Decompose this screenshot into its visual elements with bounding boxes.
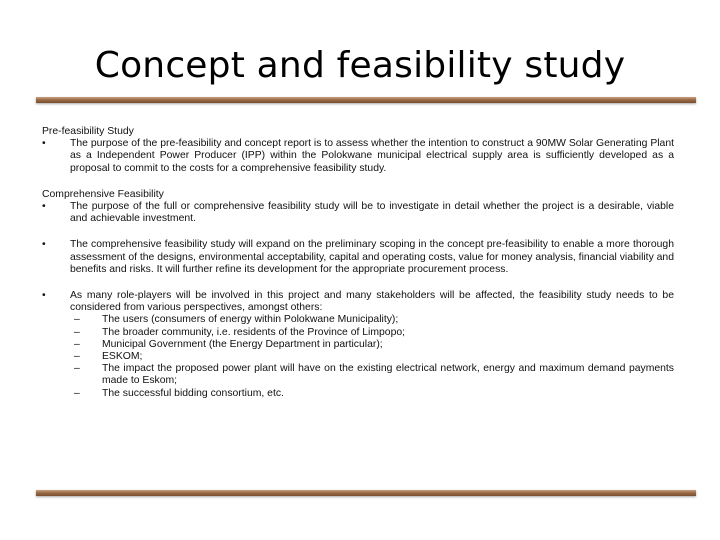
bullet-text: As many role-players will be involved in this project and many stakeholders will be affected, the feasibility study needs to be considered from various perspectives, amongst others: (70, 290, 674, 314)
bullet-icon: • (42, 290, 46, 302)
title-divider (36, 97, 696, 103)
footer-divider (36, 490, 696, 496)
stakeholder-item (42, 327, 674, 339)
bullet-text: The purpose of the pre-feasibility and concept report is to assess whether the intention to construct a 90MW Solar Generating Plant as a Independent Power Producer (IPP) within the Polokwane municipal electrical supply area is sufficiently developed as a proposal to commit to the costs for a comprehensive feasibility study. (70, 138, 674, 174)
stakeholder-text: Municipal Government (the Energy Department in particular); (102, 338, 383, 350)
bullet-icon: • (42, 201, 46, 213)
slide-body (42, 126, 674, 414)
stakeholder-item (42, 363, 674, 387)
stakeholder-item (42, 314, 674, 326)
stakeholder-item (42, 339, 674, 351)
bullet-icon: • (42, 239, 46, 251)
bullet-text: The purpose of the full or comprehensive feasibility study will be to investigate in detail whether the project is a desirable, viable and achievable investment. (70, 201, 674, 225)
prefeasibility-bullet (42, 138, 674, 175)
dash-icon: – (74, 338, 80, 350)
comprehensive-section (42, 189, 674, 400)
dash-icon: – (74, 326, 80, 338)
dash-icon: – (74, 363, 80, 375)
prefeasibility-heading: Pre-feasibility Study (42, 126, 134, 137)
stakeholder-text: The successful bidding consortium, etc. (102, 387, 284, 399)
comprehensive-heading: Comprehensive Feasibility (42, 188, 164, 200)
dash-icon: – (74, 351, 80, 363)
comprehensive-bullet-2 (42, 239, 674, 276)
dash-icon: – (74, 314, 80, 326)
stakeholder-item (42, 351, 674, 363)
slide-title: Concept and feasibility study (94, 45, 626, 86)
stakeholder-text: The impact the proposed power plant will have on the existing electrical network, energy and maximum demand payments made to Eskom; (102, 363, 674, 387)
bullet-icon: • (42, 138, 46, 150)
stakeholder-text: The broader community, i.e. residents of the Province of Limpopo; (102, 326, 406, 338)
stakeholder-text: The users (consumers of energy within Polokwane Municipality); (102, 314, 399, 326)
stakeholder-item (42, 388, 674, 400)
bullet-text: The comprehensive feasibility study will expand on the preliminary scoping in the concept pre-feasibility to enable a more thorough assessment of the designs, environmental acceptability, capital and operating costs, value for money analysis, financial viability and benefits and risks. It will further refine its development for the appropriate procurement process. (70, 239, 674, 275)
comprehensive-bullet-1 (42, 201, 674, 225)
prefeasibility-section (42, 126, 674, 175)
stakeholder-text: ESKOM; (102, 351, 143, 363)
dash-icon: – (74, 387, 80, 399)
comprehensive-bullet-3 (42, 290, 674, 314)
